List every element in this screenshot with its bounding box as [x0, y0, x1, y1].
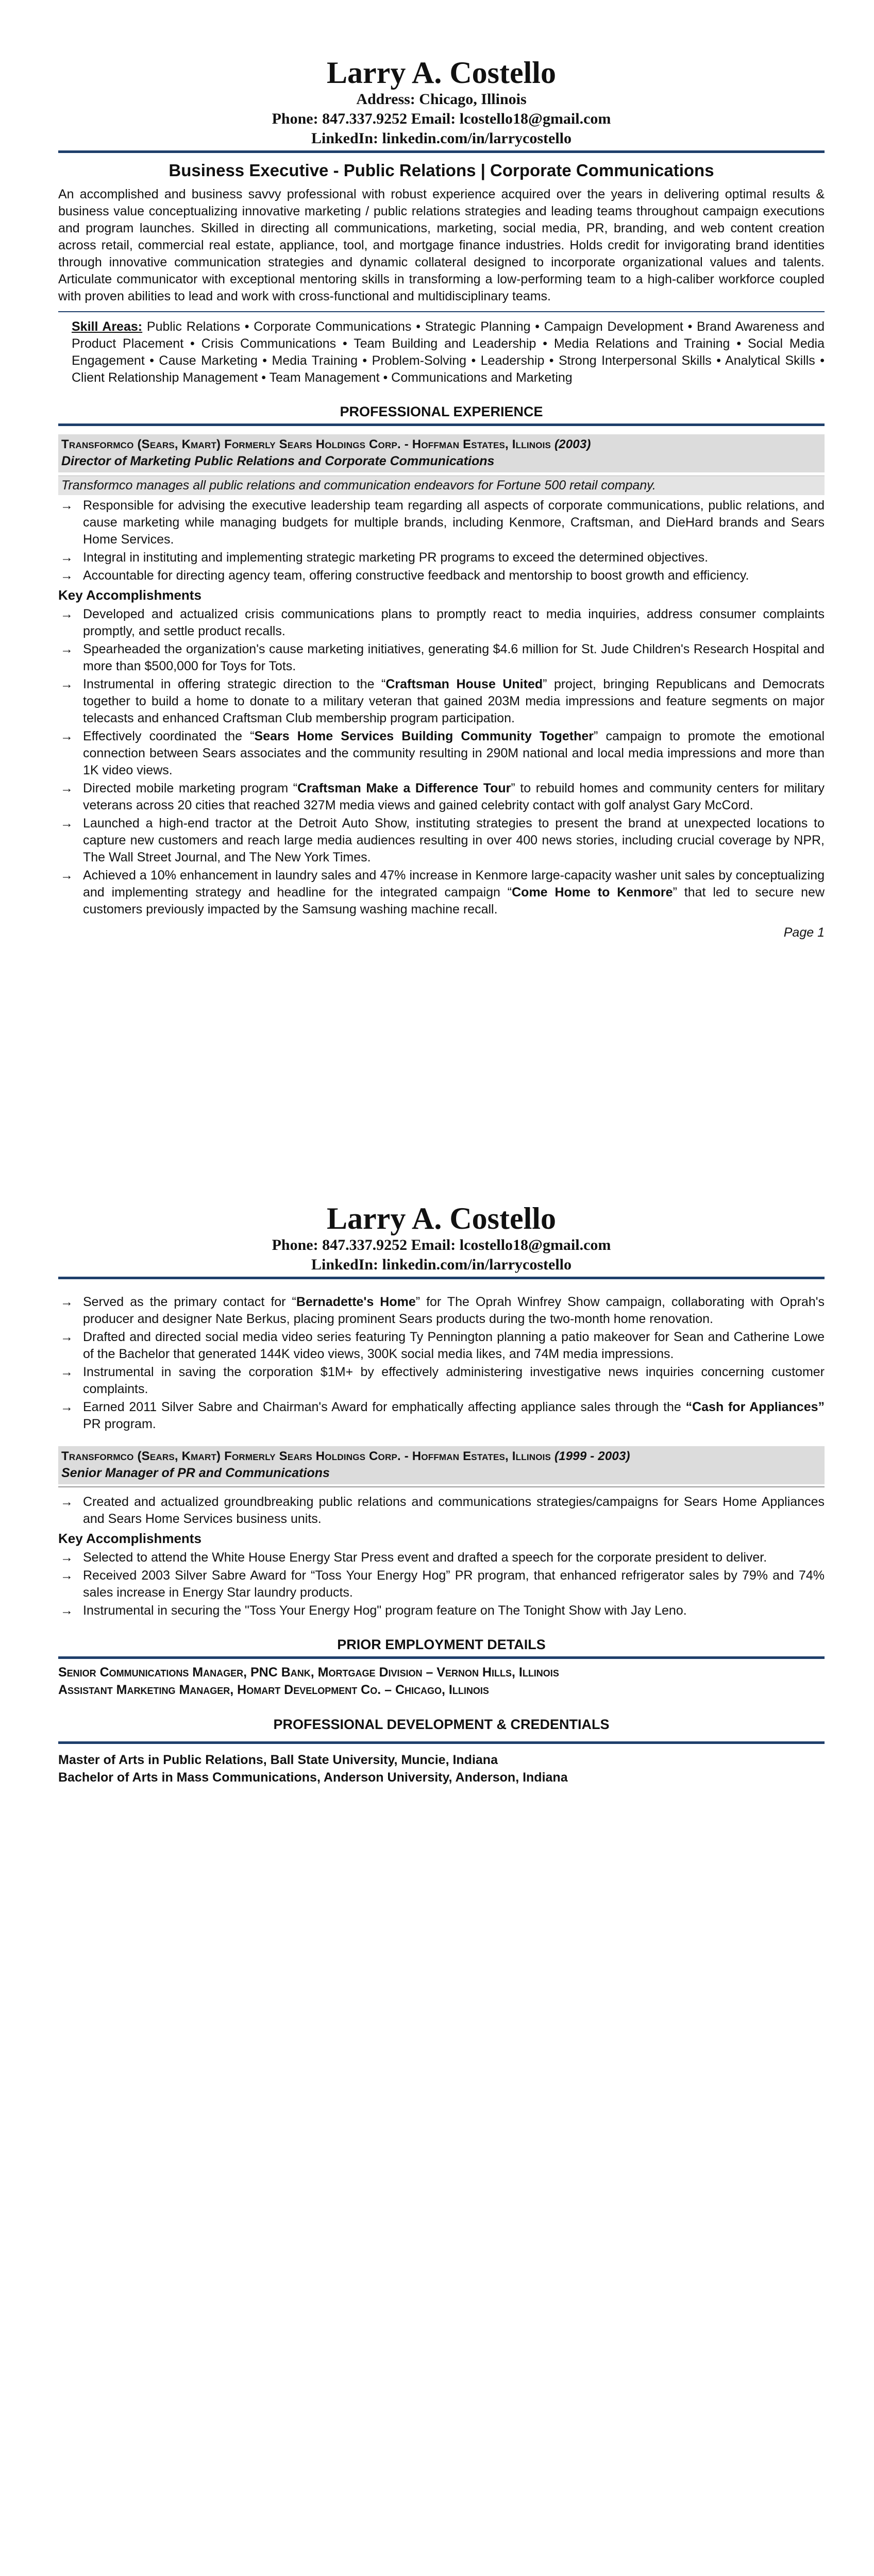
- phone-email: Phone: 847.337.9252 Email: lcostello18@gmail.com: [272, 1236, 611, 1253]
- arrow-right-icon: →: [60, 1400, 73, 1414]
- address: Address: Chicago, Illinois: [356, 91, 527, 108]
- arrow-right-icon: →: [60, 568, 73, 583]
- job-2-years: (1999 - 2003): [554, 1449, 630, 1463]
- arrow-right-icon: →: [60, 1495, 73, 1509]
- list-item-text: Instrumental in securing the "Toss Your Energy Hog" program feature on The Tonight Show with Jay Leno.: [83, 1603, 687, 1618]
- list-item: [58, 567, 825, 584]
- list-item: [58, 606, 825, 640]
- list-item-emphasis: Craftsman Make a Difference Tour: [297, 781, 511, 795]
- list-item-emphasis: Bernadette's Home: [296, 1295, 416, 1309]
- list-item-text: Effectively coordinated the “: [83, 729, 255, 743]
- list-item-text: ” for The Oprah Winfrey Show campaign, collaborating with Oprah's producer and designer Nate Berkus, placing prominent Sears products during the two-month home renovation.: [83, 1295, 825, 1326]
- list-item: [58, 815, 825, 866]
- skills-divider: [58, 311, 825, 312]
- list-item-text: Instrumental in saving the corporation $1M+ by effectively administering investigative news inquiries concerning customer complaints.: [83, 1365, 825, 1396]
- list-item: [58, 1494, 825, 1528]
- list-item-text: Selected to attend the White House Energy Star Press event and drafted a speech for the corporate president to deliver.: [83, 1550, 767, 1565]
- job-1-accomplishments-continued: [58, 1294, 825, 1433]
- list-item: [58, 867, 825, 918]
- list-item: [58, 1294, 825, 1328]
- list-item: [58, 728, 825, 779]
- prior-employment-title: PRIOR EMPLOYMENT DETAILS: [337, 1637, 546, 1652]
- arrow-right-icon: →: [60, 607, 73, 621]
- candidate-name: Larry A. Costello: [327, 1201, 556, 1235]
- list-item-emphasis: Sears Home Services Building Community Together: [254, 729, 594, 743]
- list-item-text: Developed and actualized crisis communications plans to promptly react to media inquiries, address consumer complaints promptly, and settle product recalls.: [83, 607, 825, 638]
- list-item-text: ” campaign to promote the emotional connection between Sears associates and the community resulting in 290M national and local media impressions and more than 1K video views.: [83, 729, 825, 777]
- arrow-right-icon: →: [60, 642, 73, 656]
- list-item-text: Instrumental in offering strategic direction to the “: [83, 677, 386, 691]
- list-item-text: Spearheaded the organization's cause marketing initiatives, generating $4.6 million for St. Jude Children's Research Hospital and more than $500,000 for Toys for Tots.: [83, 642, 825, 673]
- arrow-right-icon: →: [60, 677, 73, 691]
- arrow-right-icon: →: [60, 1330, 73, 1344]
- list-item: [58, 676, 825, 727]
- job-1-company-name: Transformco (Sears, Kmart) Formerly Sears Holdings Corp. - Hoffman Estates, Illinois: [61, 437, 551, 451]
- list-item-text: Launched a high-end tractor at the Detroit Auto Show, instituting strategies to present the brand at unexpected locations to capture new customers and reach large media audiences resulting in over 400 news stories, including crucial coverage by NPR, The Wall Street Journal, and The New York Times.: [83, 816, 825, 865]
- resume-page-2: [0, 1180, 874, 2576]
- list-item: [58, 549, 825, 566]
- arrow-right-icon: →: [60, 1365, 73, 1379]
- arrow-right-icon: →: [60, 1550, 73, 1565]
- list-item-text: ” to rebuild homes and community centers for military veterans across 20 cities that reached 327M media views and gained celebrity contact with golf analyst Gary McCord.: [83, 781, 825, 812]
- headline: Business Executive - Public Relations | Corporate Communications: [169, 161, 714, 180]
- list-item-emphasis: Craftsman House United: [385, 677, 543, 691]
- arrow-right-icon: →: [60, 868, 73, 883]
- list-item-text: Accountable for directing agency team, offering constructive feedback and mentorship to boost growth and efficiency.: [83, 568, 749, 583]
- list-item: [58, 1399, 825, 1433]
- arrow-right-icon: →: [60, 550, 73, 565]
- prior-role-1: Senior Communications Manager, PNC Bank, Mortgage Division – Vernon Hills, Illinois: [58, 1665, 559, 1680]
- resume-header: [58, 56, 825, 148]
- list-item-text: ” project, bringing Republicans and Democrats together to build a home to donate to a military veteran that gained 203M media impressions and feature segments on major telecasts and enhanced Craftsman Club membership program participation.: [83, 677, 825, 725]
- list-item: [58, 780, 825, 814]
- list-item-text: Responsible for advising the executive leadership team regarding all aspects of corporate communications, public relations, and cause marketing while managing budgets for multiple brands, including Kenmore, Craftsman, and DieHard brands and Sears Home Services.: [83, 498, 825, 547]
- skill-areas: [72, 318, 825, 386]
- list-item-text: ” that led to secure new customers previously impacted by the Samsung washing machine recall.: [83, 885, 825, 917]
- list-item: [58, 497, 825, 548]
- list-item: [58, 1364, 825, 1398]
- list-item-text: Integral in instituting and implementing strategic marketing PR programs to exceed the determined objectives.: [83, 550, 709, 565]
- list-item-text: PR program.: [83, 1417, 156, 1431]
- arrow-right-icon: →: [60, 1568, 73, 1583]
- job-2-divider: [58, 1486, 825, 1487]
- page-2-content: [58, 1201, 825, 1786]
- phone-email: Phone: 847.337.9252 Email: lcostello18@gmail.com: [272, 110, 611, 127]
- job-2-company: [61, 1448, 821, 1465]
- job-2-accomplishments: [58, 1549, 825, 1619]
- list-item-text: Achieved a 10% enhancement in laundry sales and 47% increase in Kenmore large-capacity washer unit sales by conceptualizing and implementing strategy and headline for the integrated campaign “: [83, 868, 825, 900]
- job-2-accomplishments-label: Key Accomplishments: [58, 1531, 201, 1546]
- arrow-right-icon: →: [60, 1603, 73, 1618]
- job-1-accomplishments: [58, 606, 825, 918]
- job-1-years: (2003): [554, 437, 591, 451]
- header-divider: [58, 1277, 825, 1279]
- prior-divider: [58, 1656, 825, 1659]
- list-item-text: Received 2003 Silver Sabre Award for “Toss Your Energy Hog” PR program, that enhanced refrigerator sales by 79% and 74% sales increase in Energy Star laundry products.: [83, 1568, 825, 1600]
- linkedin: LinkedIn: linkedin.com/in/larrycostello: [311, 1256, 572, 1273]
- linkedin: LinkedIn: linkedin.com/in/larrycostello: [311, 130, 572, 147]
- job-1-duties: [58, 497, 825, 584]
- arrow-right-icon: →: [60, 498, 73, 513]
- list-item-text: Served as the primary contact for “: [83, 1295, 296, 1309]
- resume-page-1: [0, 0, 874, 1113]
- list-item: [58, 641, 825, 675]
- credential-2: Bachelor of Arts in Mass Communications, Anderson University, Anderson, Indiana: [58, 1770, 568, 1785]
- job-1-accomplishments-label: Key Accomplishments: [58, 587, 201, 603]
- summary: An accomplished and business savvy professional with robust experience acquired over the years in delivering optimal results & business value conceptualizing innovative marketing / public relations strategies and leading teams throughout campaign executions and program launches. Skilled in directing all communications, marketing, social media, PR, branding, and web content creation across retail, commercial real estate, appliance, tool, and mortgage finance industries. Holds credit for invigorating brand identities through innovative communication strategies and dynamic collateral designed to incorporate organizational values and talents. Articulate communicator with exceptional mentoring skills in transforming a low-performing team to a high-caliber workforce coupled with proven abilities to lead and work with cross-functional and multidisciplinary teams.: [58, 187, 825, 303]
- arrow-right-icon: →: [60, 816, 73, 831]
- list-item-text: Created and actualized groundbreaking public relations and communications strategies/campaigns for Sears Home Appliances and Sears Home Services business units.: [83, 1495, 825, 1526]
- list-item-text: Earned 2011 Silver Sabre and Chairman's Award for emphatically affecting appliance sales through the: [83, 1400, 686, 1414]
- experience-title: PROFESSIONAL EXPERIENCE: [340, 404, 543, 419]
- credentials-divider: [58, 1741, 825, 1744]
- prior-role-2: Assistant Marketing Manager, Homart Development Co. – Chicago, Illinois: [58, 1683, 489, 1697]
- list-item-emphasis: Come Home to Kenmore: [512, 885, 673, 900]
- job-1-description: Transformco manages all public relations and communication endeavors for Fortune 500 retail company.: [58, 476, 825, 495]
- candidate-name: Larry A. Costello: [327, 56, 556, 90]
- list-item: [58, 1329, 825, 1363]
- page-number: Page 1: [783, 925, 825, 940]
- arrow-right-icon: →: [60, 1295, 73, 1309]
- list-item: [58, 1549, 825, 1566]
- resume-header-2: [58, 1201, 825, 1275]
- job-2-company-name: Transformco (Sears, Kmart) Formerly Sears Holdings Corp. - Hoffman Estates, Illinois: [61, 1449, 551, 1463]
- job-1-title: Director of Marketing Public Relations and Corporate Communications: [61, 454, 495, 468]
- job-1-company: [61, 436, 821, 453]
- job-2-title: Senior Manager of PR and Communications: [61, 1466, 330, 1480]
- page-1-content: [58, 56, 825, 941]
- list-item-emphasis: “Cash for Appliances”: [685, 1400, 825, 1414]
- list-item-text: Directed mobile marketing program “: [83, 781, 298, 795]
- list-item: [58, 1567, 825, 1601]
- experience-divider: [58, 423, 825, 426]
- list-item: [58, 1602, 825, 1619]
- job-2-header: [58, 1446, 825, 1484]
- job-2-duties: [58, 1494, 825, 1528]
- list-item-text: Drafted and directed social media video series featuring Ty Pennington planning a patio makeover for Sean and Catherine Lowe of the Bachelor that generated 144K video views, 300K social media likes, and 74M media impressions.: [83, 1330, 825, 1361]
- skill-areas-label: Skill Areas:: [72, 319, 143, 334]
- header-divider: [58, 150, 825, 153]
- job-1-header: [58, 434, 825, 472]
- credential-1: Master of Arts in Public Relations, Ball State University, Muncie, Indiana: [58, 1753, 498, 1767]
- credentials-title: PROFESSIONAL DEVELOPMENT & CREDENTIALS: [273, 1717, 610, 1732]
- arrow-right-icon: →: [60, 729, 73, 743]
- skill-areas-text: Public Relations • Corporate Communications • Strategic Planning • Campaign Development • Brand Awareness and Product Placement • Crisis Communications • Team Building and Leadership • Media Relations and Training • Social Media Engagement • Cause Marketing • Media Training • Problem-Solving • Leadership • Strong Interpersonal Skills • Analytical Skills • Client Relationship Management • Team Management • Communications and Marketing: [72, 319, 825, 385]
- arrow-right-icon: →: [60, 781, 73, 795]
